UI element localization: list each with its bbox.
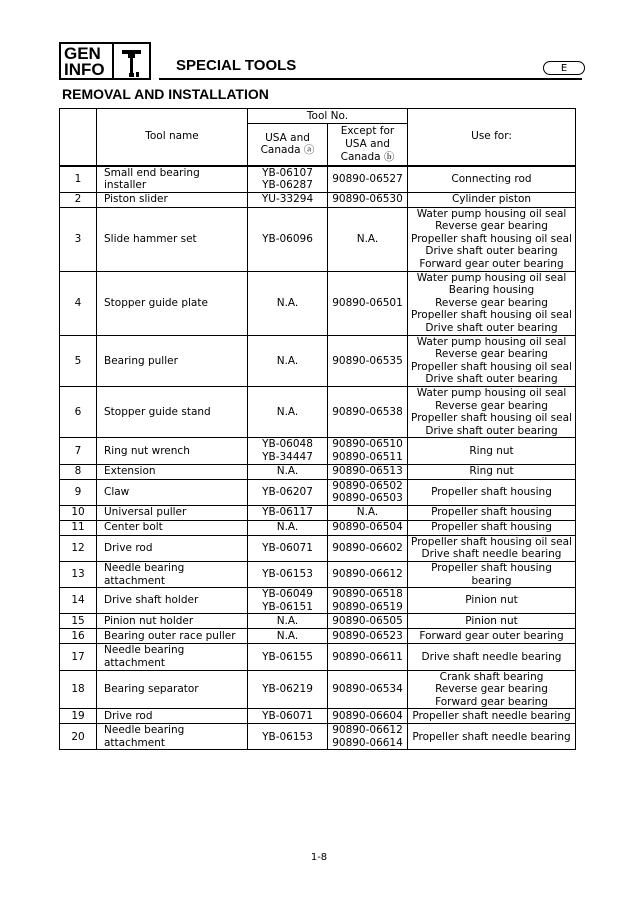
row-number: 12 [60,535,97,561]
usa-canada-tool-no: N.A. [248,387,328,438]
tool-name: Needle bearing attachment [97,561,248,587]
header-use-for: Use for: [408,109,576,166]
except-usa-tool-no: 90890-06504 [328,520,408,535]
row-number: 8 [60,464,97,479]
language-badge: E [543,61,585,75]
usa-canada-tool-no: N.A. [248,629,328,644]
gen-info-logo [59,42,114,80]
tool-name: Bearing puller [97,335,248,386]
section-title: REMOVAL AND INSTALLATION [62,86,269,102]
header-no [60,109,97,166]
row-number: 11 [60,520,97,535]
header-tool-name: Tool name [97,109,248,166]
tool-name: Ring nut wrench [97,438,248,464]
row-number: 9 [60,479,97,505]
usa-canada-tool-no: YB-06153 [248,561,328,587]
tool-name: Center bolt [97,520,248,535]
except-usa-tool-no: 90890-06535 [328,335,408,386]
usa-canada-tool-no: YB-06071 [248,535,328,561]
usa-canada-tool-no: YB-06153 [248,724,328,750]
tool-name: Slide hammer set [97,207,248,271]
usa-canada-tool-no: N.A. [248,614,328,629]
table-row [60,644,576,670]
table-row [60,588,576,614]
row-number: 20 [60,724,97,750]
use-for: Pinion nut [408,614,576,629]
tool-name: Claw [97,479,248,505]
table-row [60,561,576,587]
page-title: SPECIAL TOOLS [176,57,297,74]
use-for: Propeller shaft housing [408,479,576,505]
use-for: Drive shaft needle bearing [408,644,576,670]
use-for: Propeller shaft needle bearing [408,724,576,750]
header-except-usa: Except for USA and Canada ⓑ [328,124,408,166]
except-usa-tool-no: 90890-06602 [328,535,408,561]
page-number: 1-8 [310,852,328,863]
use-for: Propeller shaft needle bearing [408,709,576,724]
row-number: 3 [60,207,97,271]
tool-name: Pinion nut holder [97,614,248,629]
except-usa-tool-no: N.A. [328,207,408,271]
table-row [60,464,576,479]
use-for: Water pump housing oil seal Bearing housing Reverse gear bearing Propeller shaft housing oil seal Drive shaft outer bearing [408,271,576,335]
tool-name: Needle bearing attachment [97,724,248,750]
table-row [60,520,576,535]
use-for: Water pump housing oil seal Reverse gear bearing Propeller shaft housing oil seal Drive shaft outer bearing Forward gear outer bearing [408,207,576,271]
table-row [60,535,576,561]
logo-line-2: INFO [64,60,105,79]
special-tools-table [59,108,576,750]
usa-canada-tool-no: N.A. [248,520,328,535]
use-for: Pinion nut [408,588,576,614]
tool-name: Extension [97,464,248,479]
except-usa-tool-no: 90890-06612 [328,561,408,587]
use-for: Connecting rod [408,166,576,193]
tool-name: Piston slider [97,192,248,207]
header-rule [159,78,582,80]
usa-canada-tool-no: YB-06049 YB-06151 [248,588,328,614]
row-number: 4 [60,271,97,335]
header-tool-no: Tool No. [248,109,408,124]
tool-name: Stopper guide stand [97,387,248,438]
usa-canada-tool-no: YU-33294 [248,192,328,207]
use-for: Water pump housing oil seal Reverse gear bearing Propeller shaft housing oil seal Drive shaft outer bearing [408,387,576,438]
use-for: Propeller shaft housing [408,505,576,520]
use-for: Propeller shaft housing oil seal Drive shaft needle bearing [408,535,576,561]
use-for: Crank shaft bearing Reverse gear bearing Forward gear bearing [408,670,576,709]
use-for: Forward gear outer bearing [408,629,576,644]
table-row [60,207,576,271]
usa-canada-tool-no: N.A. [248,464,328,479]
except-usa-tool-no: 90890-06501 [328,271,408,335]
tool-name: Universal puller [97,505,248,520]
except-usa-tool-no: 90890-06523 [328,629,408,644]
table-row [60,438,576,464]
tool-name: Needle bearing attachment [97,644,248,670]
usa-canada-tool-no: N.A. [248,335,328,386]
tool-name: Small end bearing installer [97,166,248,193]
table-row [60,387,576,438]
table-row [60,629,576,644]
except-usa-tool-no: 90890-06513 [328,464,408,479]
row-number: 6 [60,387,97,438]
usa-canada-tool-no: YB-06117 [248,505,328,520]
logo-line-1: GEN [64,44,101,63]
usa-canada-tool-no: YB-06207 [248,479,328,505]
usa-canada-tool-no: YB-06107 YB-06287 [248,166,328,193]
except-usa-tool-no: 90890-06604 [328,709,408,724]
except-usa-tool-no: 90890-06534 [328,670,408,709]
table-row [60,192,576,207]
row-number: 10 [60,505,97,520]
row-number: 1 [60,166,97,193]
except-usa-tool-no: 90890-06510 90890-06511 [328,438,408,464]
table-row [60,670,576,709]
row-number: 15 [60,614,97,629]
table-row [60,479,576,505]
usa-canada-tool-no: N.A. [248,271,328,335]
use-for: Water pump housing oil seal Reverse gear bearing Propeller shaft housing oil seal Drive shaft outer bearing [408,335,576,386]
row-number: 16 [60,629,97,644]
row-number: 7 [60,438,97,464]
except-usa-tool-no: 90890-06527 [328,166,408,193]
tool-name: Stopper guide plate [97,271,248,335]
use-for: Propeller shaft housing bearing [408,561,576,587]
usa-canada-tool-no: YB-06048 YB-34447 [248,438,328,464]
except-usa-tool-no: 90890-06502 90890-06503 [328,479,408,505]
header-usa-canada: USA and Canada ⓐ [248,124,328,166]
use-for: Propeller shaft housing [408,520,576,535]
row-number: 19 [60,709,97,724]
use-for: Ring nut [408,464,576,479]
row-number: 13 [60,561,97,587]
row-number: 18 [60,670,97,709]
tool-name: Drive rod [97,535,248,561]
except-usa-tool-no: 90890-06611 [328,644,408,670]
except-usa-tool-no: 90890-06530 [328,192,408,207]
row-number: 14 [60,588,97,614]
row-number: 5 [60,335,97,386]
tool-name: Bearing separator [97,670,248,709]
usa-canada-tool-no: YB-06071 [248,709,328,724]
usa-canada-tool-no: YB-06219 [248,670,328,709]
except-usa-tool-no: 90890-06612 90890-06614 [328,724,408,750]
except-usa-tool-no: 90890-06518 90890-06519 [328,588,408,614]
use-for: Ring nut [408,438,576,464]
use-for: Cylinder piston [408,192,576,207]
table-row [60,166,576,193]
table-row [60,614,576,629]
outboard-motor-icon [114,42,151,80]
page-header [59,42,584,82]
tool-name: Drive rod [97,709,248,724]
except-usa-tool-no: 90890-06538 [328,387,408,438]
table-row [60,709,576,724]
except-usa-tool-no: N.A. [328,505,408,520]
tool-name: Drive shaft holder [97,588,248,614]
table-row [60,335,576,386]
table-row [60,724,576,750]
table-row [60,505,576,520]
tool-name: Bearing outer race puller [97,629,248,644]
row-number: 17 [60,644,97,670]
except-usa-tool-no: 90890-06505 [328,614,408,629]
row-number: 2 [60,192,97,207]
usa-canada-tool-no: YB-06096 [248,207,328,271]
usa-canada-tool-no: YB-06155 [248,644,328,670]
table-row [60,271,576,335]
